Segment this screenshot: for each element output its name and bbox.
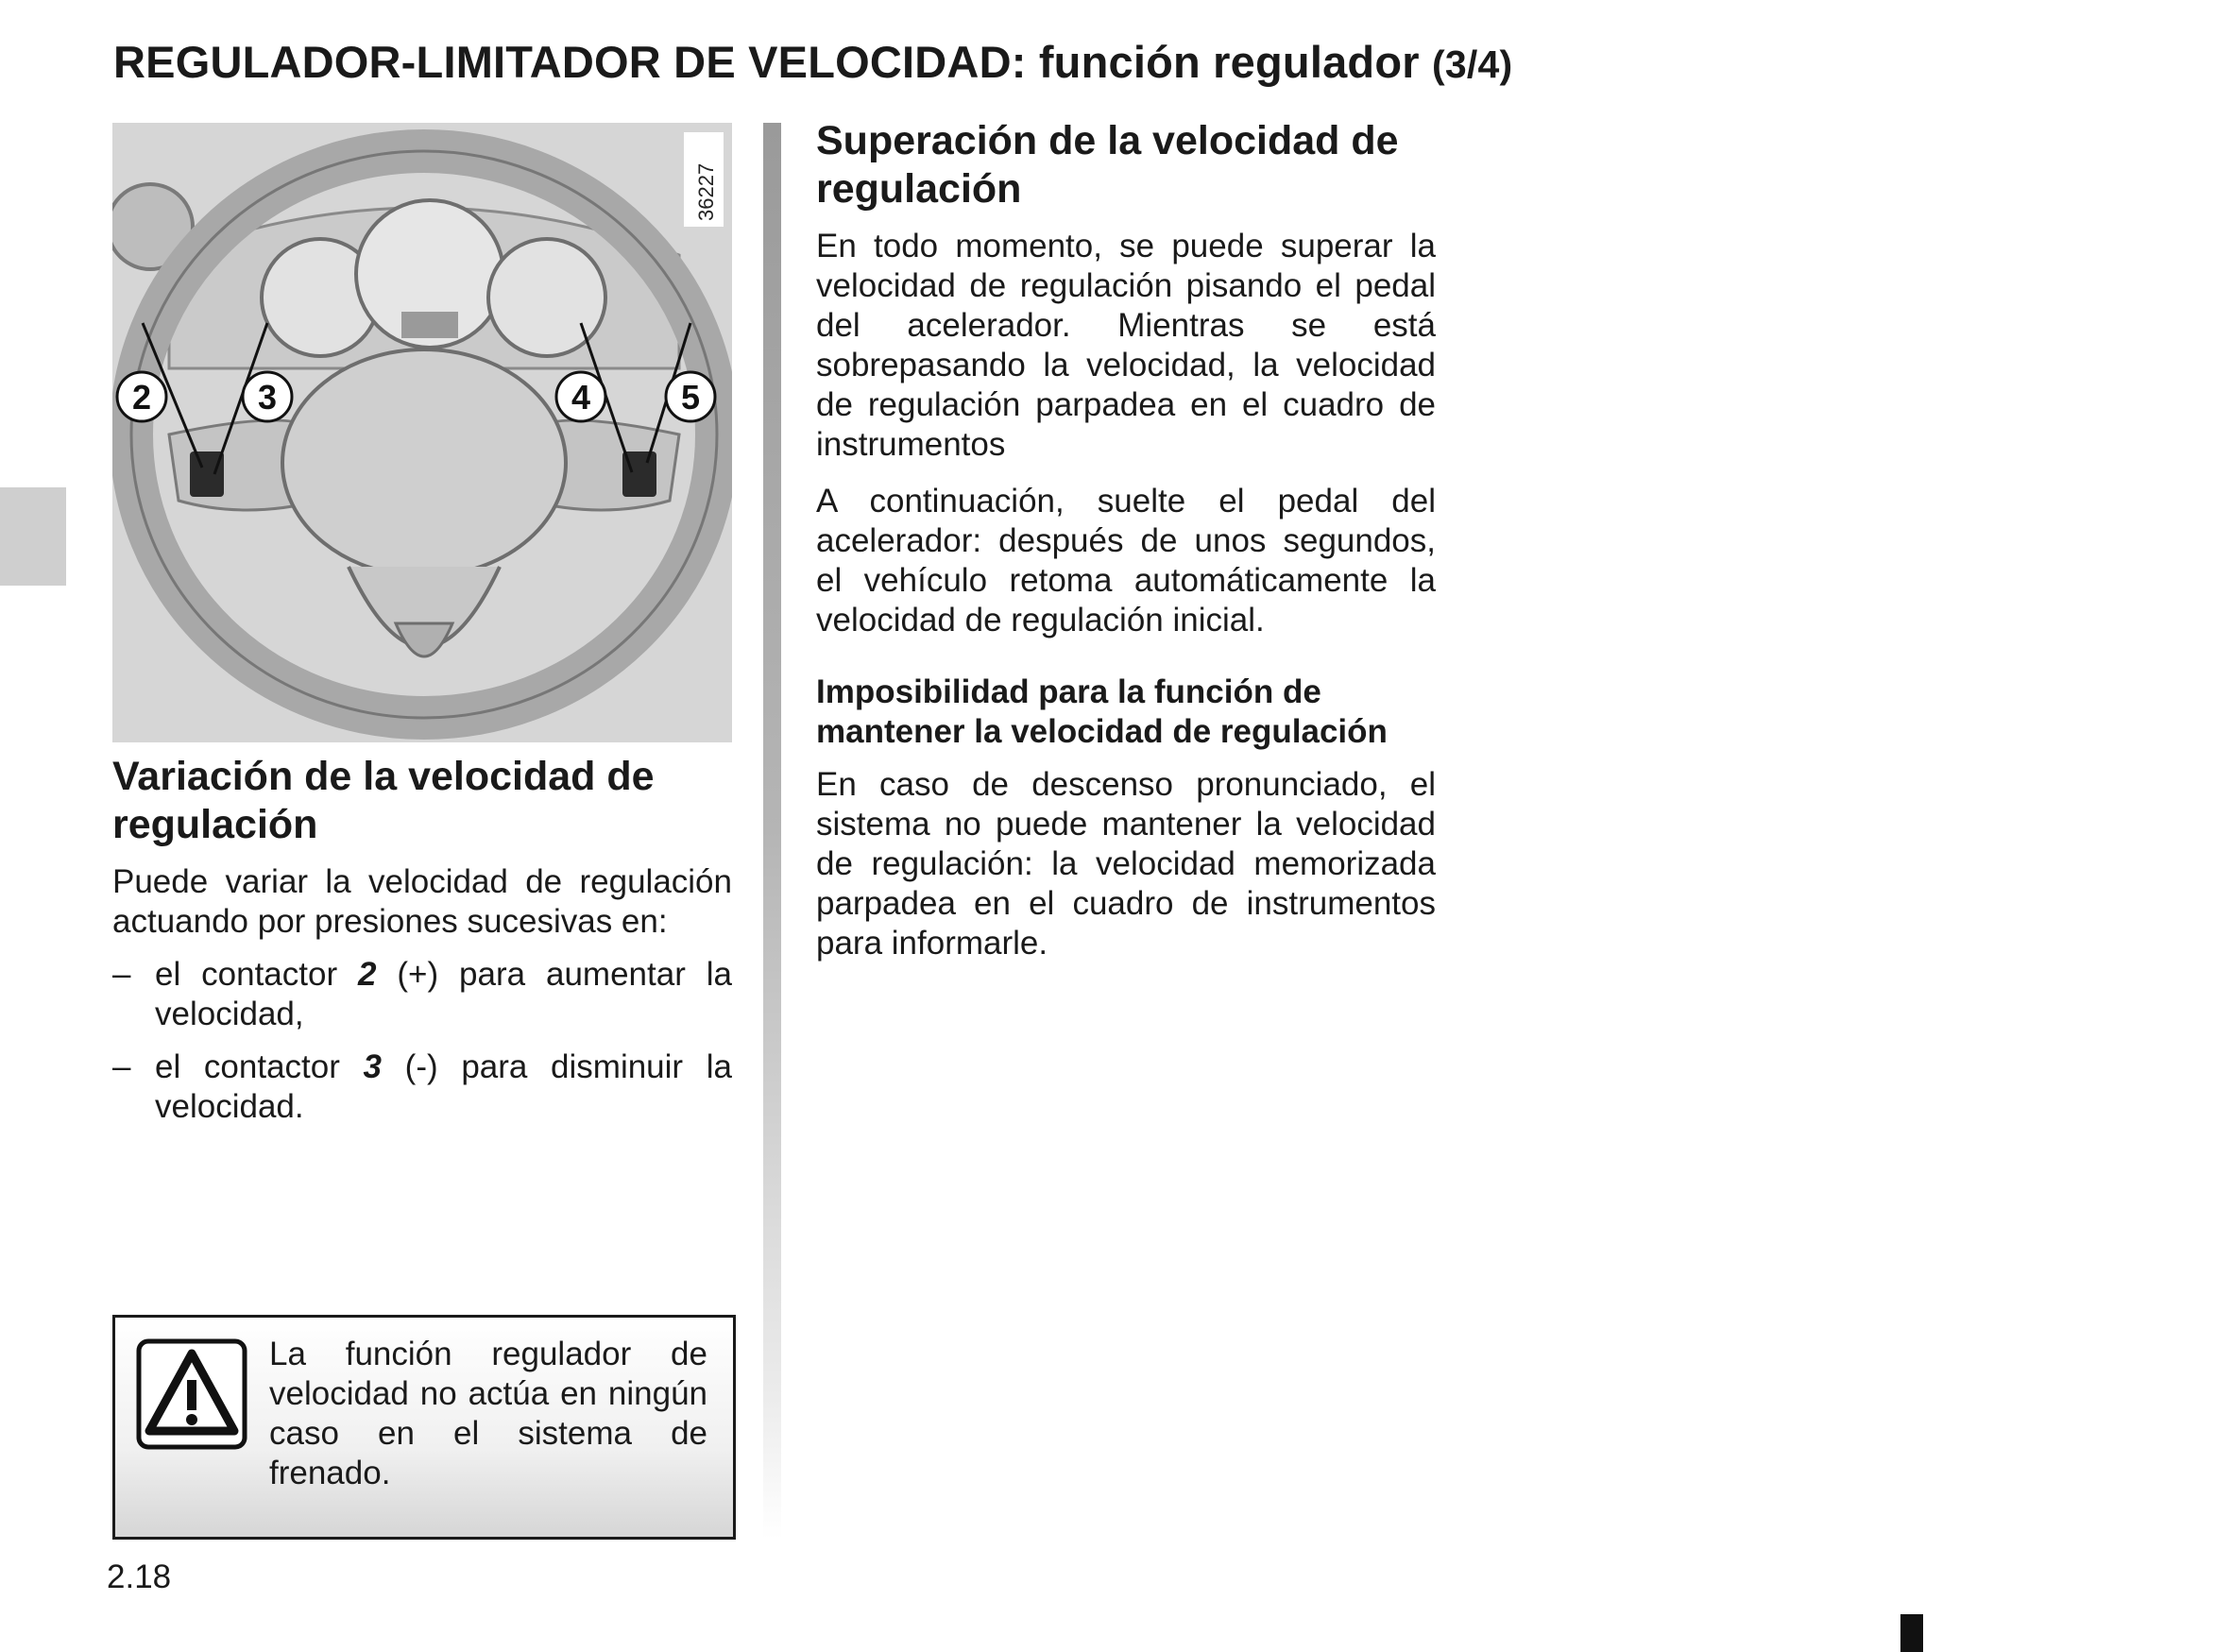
callout-3 — [243, 372, 292, 421]
column-divider — [763, 123, 781, 1540]
callout-2-label: 2 — [131, 378, 152, 417]
page-part-indicator: (3/4) — [1432, 43, 1513, 86]
list-item-suffix: (+) para aumentar la velocidad, — [155, 956, 732, 1032]
list-dash: – — [112, 1048, 131, 1085]
list-item-prefix: el contactor — [155, 956, 359, 993]
page-title-text: REGULADOR-LIMITADOR DE VELOCIDAD: función regulador — [113, 37, 1420, 87]
list-item-decrease — [112, 1047, 732, 1127]
callout-4-label: 4 — [571, 378, 591, 417]
speed-override-paragraph-1: En todo momento, se puede superar la velocidad de regulación pisando el pedal del acelerador. Mientras se está sobrepasando la velocidad, la velocidad de regulación parpadea en el cuadro de instrumentos — [816, 228, 1436, 463]
figure-reference-number: 36227 — [694, 162, 718, 221]
speed-override-paragraph-2: A continuación, suelte el pedal del acelerador: después de unos segundos, el vehículo retoma automáticamente la velocidad de regulación inicial. — [816, 483, 1436, 639]
list-item-suffix: (-) para disminuir la velocidad. — [155, 1048, 732, 1125]
list-item-increase — [112, 955, 732, 1034]
speed-override-heading: Superación de la velocidad de regulación — [816, 118, 1399, 212]
chapter-tab — [0, 487, 66, 586]
callout-5-label: 5 — [680, 378, 701, 417]
warning-triangle-icon — [136, 1338, 247, 1450]
callout-5 — [666, 372, 715, 421]
callout-4 — [556, 372, 605, 421]
list-dash: – — [112, 956, 131, 993]
list-item-prefix: el contactor — [155, 1048, 364, 1085]
steering-wheel-illustration — [112, 123, 732, 742]
page-title — [113, 36, 1512, 88]
callout-2 — [117, 372, 166, 421]
speed-variation-intro: Puede variar la velocidad de regulación actuando por presiones sucesivas en: — [112, 863, 732, 940]
speed-variation-heading: Variación de la velocidad de regulación — [112, 754, 655, 847]
speed-variation-section — [112, 753, 732, 1127]
contactor-number: 3 — [363, 1048, 383, 1085]
speed-override-section — [816, 117, 1436, 963]
page-number: 2.18 — [107, 1558, 172, 1595]
warning-box — [112, 1315, 736, 1540]
warning-text: La función regulador de velocidad no actúa en ningún caso en el sistema de frenado. — [269, 1336, 707, 1491]
callout-3-label: 3 — [257, 378, 278, 417]
page-edge-mark — [1900, 1614, 1923, 1652]
contactor-number: 2 — [358, 956, 377, 993]
maintain-impossible-heading: Imposibilidad para la función de mantener la velocidad de regulación — [816, 673, 1388, 750]
maintain-impossible-paragraph: En caso de descenso pronunciado, el sistema no puede mantener la velocidad de regulación: la velocidad memorizada parpadea en el cuadro de instrumentos para informarle. — [816, 766, 1436, 962]
